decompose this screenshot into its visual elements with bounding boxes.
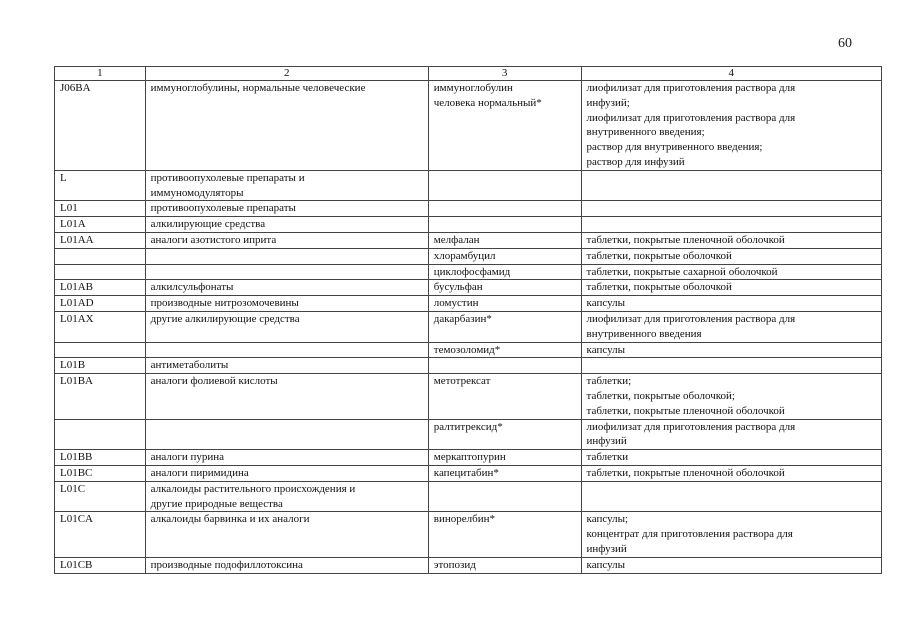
group-name-cell xyxy=(145,465,428,481)
table-row xyxy=(55,465,882,481)
page-number: 60 xyxy=(838,36,852,51)
dosage-forms-cell xyxy=(581,217,881,233)
dosage-forms-line: внутривенного введения xyxy=(586,327,702,340)
group-name-cell xyxy=(145,248,428,264)
group-name-cell xyxy=(145,264,428,280)
group-name-line: алкилирующие средства xyxy=(150,218,266,231)
drug-name-cell xyxy=(428,217,581,233)
dosage-forms-cell xyxy=(581,170,881,201)
drug-name-cell xyxy=(428,296,581,312)
atc-code-cell: L01BC xyxy=(55,465,146,481)
group-name-line: алкалоиды барвинка и их аналоги xyxy=(150,513,310,526)
group-name-line: иммуноглобулины, нормальные человеческие xyxy=(150,82,366,94)
table-row xyxy=(55,557,882,573)
dosage-forms-line: внутривенного введения; xyxy=(586,126,705,139)
group-name-line: производные нитрозомочевины xyxy=(150,297,299,310)
dosage-forms-line: капсулы xyxy=(586,297,625,310)
table-row xyxy=(55,170,882,201)
dosage-forms-line: инфузий xyxy=(586,435,627,448)
group-name-cell xyxy=(145,280,428,296)
group-name-cell xyxy=(145,557,428,573)
table-row xyxy=(55,232,882,248)
table-row xyxy=(55,481,882,512)
drug-name-cell xyxy=(428,248,581,264)
dosage-forms-line: капсулы xyxy=(586,343,625,356)
atc-code-cell: L01AD xyxy=(55,296,146,312)
table-row xyxy=(55,342,882,358)
table-row xyxy=(55,374,882,419)
table-row xyxy=(55,81,882,171)
atc-code-cell xyxy=(55,264,146,280)
dosage-forms-cell xyxy=(581,465,881,481)
drug-name-cell xyxy=(428,342,581,358)
drug-name-line: хлорамбуцил xyxy=(433,249,496,262)
group-name-cell xyxy=(145,232,428,248)
dosage-forms-line: инфузий xyxy=(586,542,627,555)
drug-name-cell xyxy=(428,358,581,374)
drug-name-cell xyxy=(428,557,581,573)
table-row xyxy=(55,512,882,557)
table-row xyxy=(55,280,882,296)
drug-name-cell xyxy=(428,419,581,450)
group-name-line: аналоги азотистого иприта xyxy=(150,233,277,246)
drug-name-line: меркаптопурин xyxy=(433,451,506,464)
dosage-forms-line: лиофилизат для приготовления раствора для xyxy=(586,82,796,94)
drug-name-cell xyxy=(428,481,581,512)
group-name-cell xyxy=(145,374,428,419)
dosage-forms-cell xyxy=(581,280,881,296)
table-header-row xyxy=(55,67,882,81)
atc-code-cell: L01 xyxy=(55,201,146,217)
dosage-forms-line: инфузий; xyxy=(586,96,630,109)
dosage-forms-line: раствор для внутривенного введения; xyxy=(586,141,763,154)
drug-name-line: бусульфан xyxy=(433,281,483,294)
dosage-forms-line: таблетки, покрытые пленочной оболочкой xyxy=(586,466,785,479)
dosage-forms-cell xyxy=(581,374,881,419)
atc-code-cell: L01C xyxy=(55,481,146,512)
group-name-line: алкалоиды растительного происхождения и xyxy=(150,482,356,495)
dosage-forms-line: раствор для инфузий xyxy=(586,155,685,168)
drug-list-table xyxy=(54,66,882,574)
dosage-forms-cell xyxy=(581,201,881,217)
drug-name-line: человека нормальный* xyxy=(433,96,542,109)
group-name-cell xyxy=(145,481,428,512)
table-row xyxy=(55,248,882,264)
group-name-line: другие природные вещества xyxy=(150,497,283,510)
dosage-forms-cell xyxy=(581,232,881,248)
drug-name-line: темозоломид* xyxy=(433,343,501,356)
group-name-cell xyxy=(145,311,428,342)
group-name-line: алкилсульфонаты xyxy=(150,281,234,294)
atc-code-cell: L01BA xyxy=(55,374,146,419)
atc-code-cell: L01CA xyxy=(55,512,146,557)
dosage-forms-cell xyxy=(581,512,881,557)
dosage-forms-line: таблетки, покрытые оболочкой; xyxy=(586,389,735,402)
dosage-forms-line: таблетки, покрытые сахарной оболочкой xyxy=(586,265,778,278)
drug-name-line: мелфалан xyxy=(433,233,480,246)
atc-code-cell: J06BA xyxy=(55,81,146,171)
dosage-forms-line: капсулы xyxy=(586,558,625,571)
table-row xyxy=(55,450,882,466)
group-name-line: аналоги пурина xyxy=(150,451,225,464)
group-name-line: аналоги фолиевой кислоты xyxy=(150,375,278,388)
dosage-forms-cell xyxy=(581,481,881,512)
table-row xyxy=(55,419,882,450)
group-name-cell xyxy=(145,81,428,171)
group-name-cell xyxy=(145,512,428,557)
atc-code-cell: L01A xyxy=(55,217,146,233)
atc-code-cell: L01BB xyxy=(55,450,146,466)
group-name-cell xyxy=(145,450,428,466)
atc-code-cell: L01AA xyxy=(55,232,146,248)
dosage-forms-cell xyxy=(581,557,881,573)
drug-name-cell xyxy=(428,311,581,342)
group-name-line: иммуномодуляторы xyxy=(150,186,244,199)
dosage-forms-line: лиофилизат для приготовления раствора для xyxy=(586,312,796,325)
dosage-forms-cell xyxy=(581,264,881,280)
drug-name-line: дакарбазин* xyxy=(433,312,492,325)
drug-name-line: винорелбин* xyxy=(433,513,495,526)
atc-code-cell: L01AB xyxy=(55,280,146,296)
dosage-forms-cell xyxy=(581,248,881,264)
atc-code-cell: L01B xyxy=(55,358,146,374)
drug-name-cell xyxy=(428,280,581,296)
dosage-forms-line: лиофилизат для приготовления раствора для xyxy=(586,420,796,433)
group-name-cell xyxy=(145,358,428,374)
table-row xyxy=(55,358,882,374)
dosage-forms-line: таблетки xyxy=(586,451,629,464)
table-row xyxy=(55,296,882,312)
drug-name-cell xyxy=(428,81,581,171)
group-name-cell xyxy=(145,217,428,233)
column-header-3: 3 xyxy=(428,67,581,81)
table-row xyxy=(55,264,882,280)
group-name-cell xyxy=(145,201,428,217)
drug-name-cell xyxy=(428,232,581,248)
drug-name-cell xyxy=(428,465,581,481)
drug-name-line: этопозид xyxy=(433,558,476,571)
group-name-line: другие алкилирующие средства xyxy=(150,312,300,325)
dosage-forms-cell xyxy=(581,450,881,466)
group-name-line: противоопухолевые препараты xyxy=(150,202,296,215)
dosage-forms-cell xyxy=(581,311,881,342)
group-name-line: противоопухолевые препараты и xyxy=(150,171,305,184)
dosage-forms-cell xyxy=(581,358,881,374)
atc-code-cell xyxy=(55,342,146,358)
dosage-forms-line: таблетки, покрытые пленочной оболочкой xyxy=(586,404,785,417)
drug-name-cell xyxy=(428,512,581,557)
column-header-2: 2 xyxy=(145,67,428,81)
dosage-forms-line: таблетки, покрытые оболочкой xyxy=(586,249,732,262)
table-body xyxy=(55,81,882,574)
group-name-cell xyxy=(145,296,428,312)
drug-name-line: ломустин xyxy=(433,297,479,310)
atc-code-cell: L xyxy=(55,170,146,201)
dosage-forms-cell xyxy=(581,81,881,171)
column-header-1: 1 xyxy=(55,67,146,81)
table-row xyxy=(55,217,882,233)
dosage-forms-cell xyxy=(581,419,881,450)
group-name-line: аналоги пиримидина xyxy=(150,466,249,479)
drug-name-line: циклофосфамид xyxy=(433,265,511,278)
dosage-forms-cell xyxy=(581,296,881,312)
dosage-forms-line: таблетки, покрытые пленочной оболочкой xyxy=(586,233,785,246)
table-row xyxy=(55,201,882,217)
group-name-cell xyxy=(145,170,428,201)
group-name-line: производные подофиллотоксина xyxy=(150,558,303,571)
drug-name-line: капецитабин* xyxy=(433,466,499,479)
group-name-line: антиметаболиты xyxy=(150,359,229,372)
dosage-forms-line: концентрат для приготовления раствора для xyxy=(586,528,793,541)
atc-code-cell: L01AX xyxy=(55,311,146,342)
dosage-forms-line: таблетки, покрытые оболочкой xyxy=(586,281,732,294)
column-header-4: 4 xyxy=(581,67,881,81)
dosage-forms-line: лиофилизат для приготовления раствора для xyxy=(586,111,796,124)
dosage-forms-line: таблетки; xyxy=(586,375,632,388)
atc-code-cell xyxy=(55,248,146,264)
group-name-cell xyxy=(145,342,428,358)
table-row xyxy=(55,311,882,342)
drug-name-cell xyxy=(428,170,581,201)
drug-name-line: ралтитрексид* xyxy=(433,420,503,433)
atc-code-cell xyxy=(55,419,146,450)
drug-name-line: иммуноглобулин xyxy=(433,82,513,94)
dosage-forms-line: капсулы; xyxy=(586,513,629,526)
drug-name-cell xyxy=(428,374,581,419)
atc-code-cell: L01CB xyxy=(55,557,146,573)
group-name-cell xyxy=(145,419,428,450)
drug-name-line: метотрексат xyxy=(433,375,491,388)
drug-name-cell xyxy=(428,264,581,280)
drug-name-cell xyxy=(428,450,581,466)
dosage-forms-cell xyxy=(581,342,881,358)
drug-name-cell xyxy=(428,201,581,217)
